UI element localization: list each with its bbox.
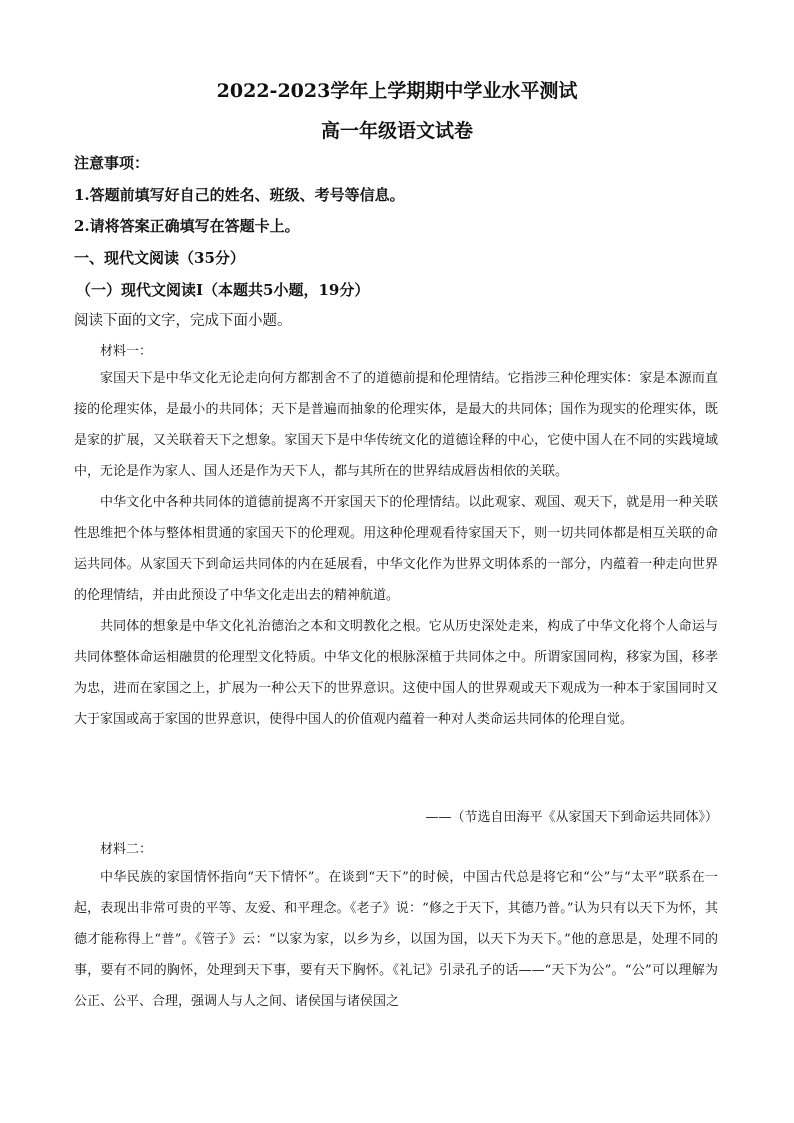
material-2-body — [74, 862, 718, 1017]
exam-subtitle: 高一年级语文试卷 — [320, 120, 473, 142]
notice-item-1: 1.答题前填写好自己的姓名、班级、考号等信息。 — [74, 186, 405, 204]
section-subtitle: （一）现代文阅读Ⅰ（本题共5小题，19分） — [76, 281, 370, 299]
material-1-source: ——（节选自田海平《从家国天下到命运共同体》） — [425, 810, 718, 825]
material-1-paragraph: 共同体的想象是中华文化礼治德治之本和文明教化之根。它从历史深处走来，构成了中华文化将个人命运与共同体整体命运相融贯的伦理型文化特质。中华文化的根脉深植于共同体之中。所谓家国同构，移家为国，移孝为忠，进而在家国之上，扩展为一种公天下的世界意识。这使中国人的世界观或天下观成为一种本于家国同时又大于家国或高于家国的世界意识，使得中国人的价值观内蕴着一种对人类命运共同体的伦理自觉。 — [74, 619, 718, 727]
material-1-label: 材料一： — [100, 344, 153, 359]
material-1-paragraph: 中华文化中各种共同体的道德前提离不开家国天下的伦理情结。以此观家、观国、观天下，就是用一种关联性思维把个体与整体相贯通的家国天下的伦理观。用这种伦理观看待家国天下，则一切共同体都是相互关联的命运共同体。从家国天下到命运共同体的内在延展看，中华文化作为世界文明体系的一部分，内蕴着一种走向世界的伦理情结，并由此预设了中华文化走出去的精神航道。 — [74, 495, 718, 603]
exam-title: 2022-2023学年上学期期中学业水平测试 — [216, 80, 578, 102]
material-2-label: 材料二： — [100, 842, 153, 857]
section-title: 一、现代文阅读（35分） — [74, 249, 245, 267]
notice-item-2: 2.请将答案正确填写在答题卡上。 — [74, 217, 300, 235]
material-2-paragraph: 中华民族的家国情怀指向“天下情怀”。在谈到“天下”的时候，中国古代总是将它和“公”与“太平”联系在一起，表现出非常可贵的平等、友爱、和平理念。《老子》说：“修之于天下，其德乃普。”认为只有以天下为怀，其德才能称得上“普”。《管子》云：“以家为家，以乡为乡，以国为国，以天下为天下。”他的意思是，处理不同的事，要有不同的胸怀，处理到天下事，要有天下胸怀。《礼记》引录孔子的话——“天下为公”。“公”可以理解为公正、公平、合理，强调人与人之间、诸侯国与诸侯国之 — [74, 870, 718, 1009]
material-1-paragraph: 家国天下是中华文化无论走向何方都割舍不了的道德前提和伦理情结。它指涉三种伦理实体：家是本源而直接的伦理实体，是最小的共同体；天下是普遍而抽象的伦理实体，是最大的共同体；国作为现实的伦理实体，既是家的扩展，又关联着天下之想象。家国天下是中华传统文化的道德诠释的中心，它使中国人在不同的实践境域中，无论是作为家人、国人还是作为天下人，都与其所在的世界结成唇齿相依的关联。 — [74, 371, 718, 479]
notice-heading: 注意事项： — [74, 154, 150, 172]
material-1-body — [74, 363, 718, 735]
instruction-text: 阅读下面的文字，完成下面小题。 — [74, 313, 292, 329]
